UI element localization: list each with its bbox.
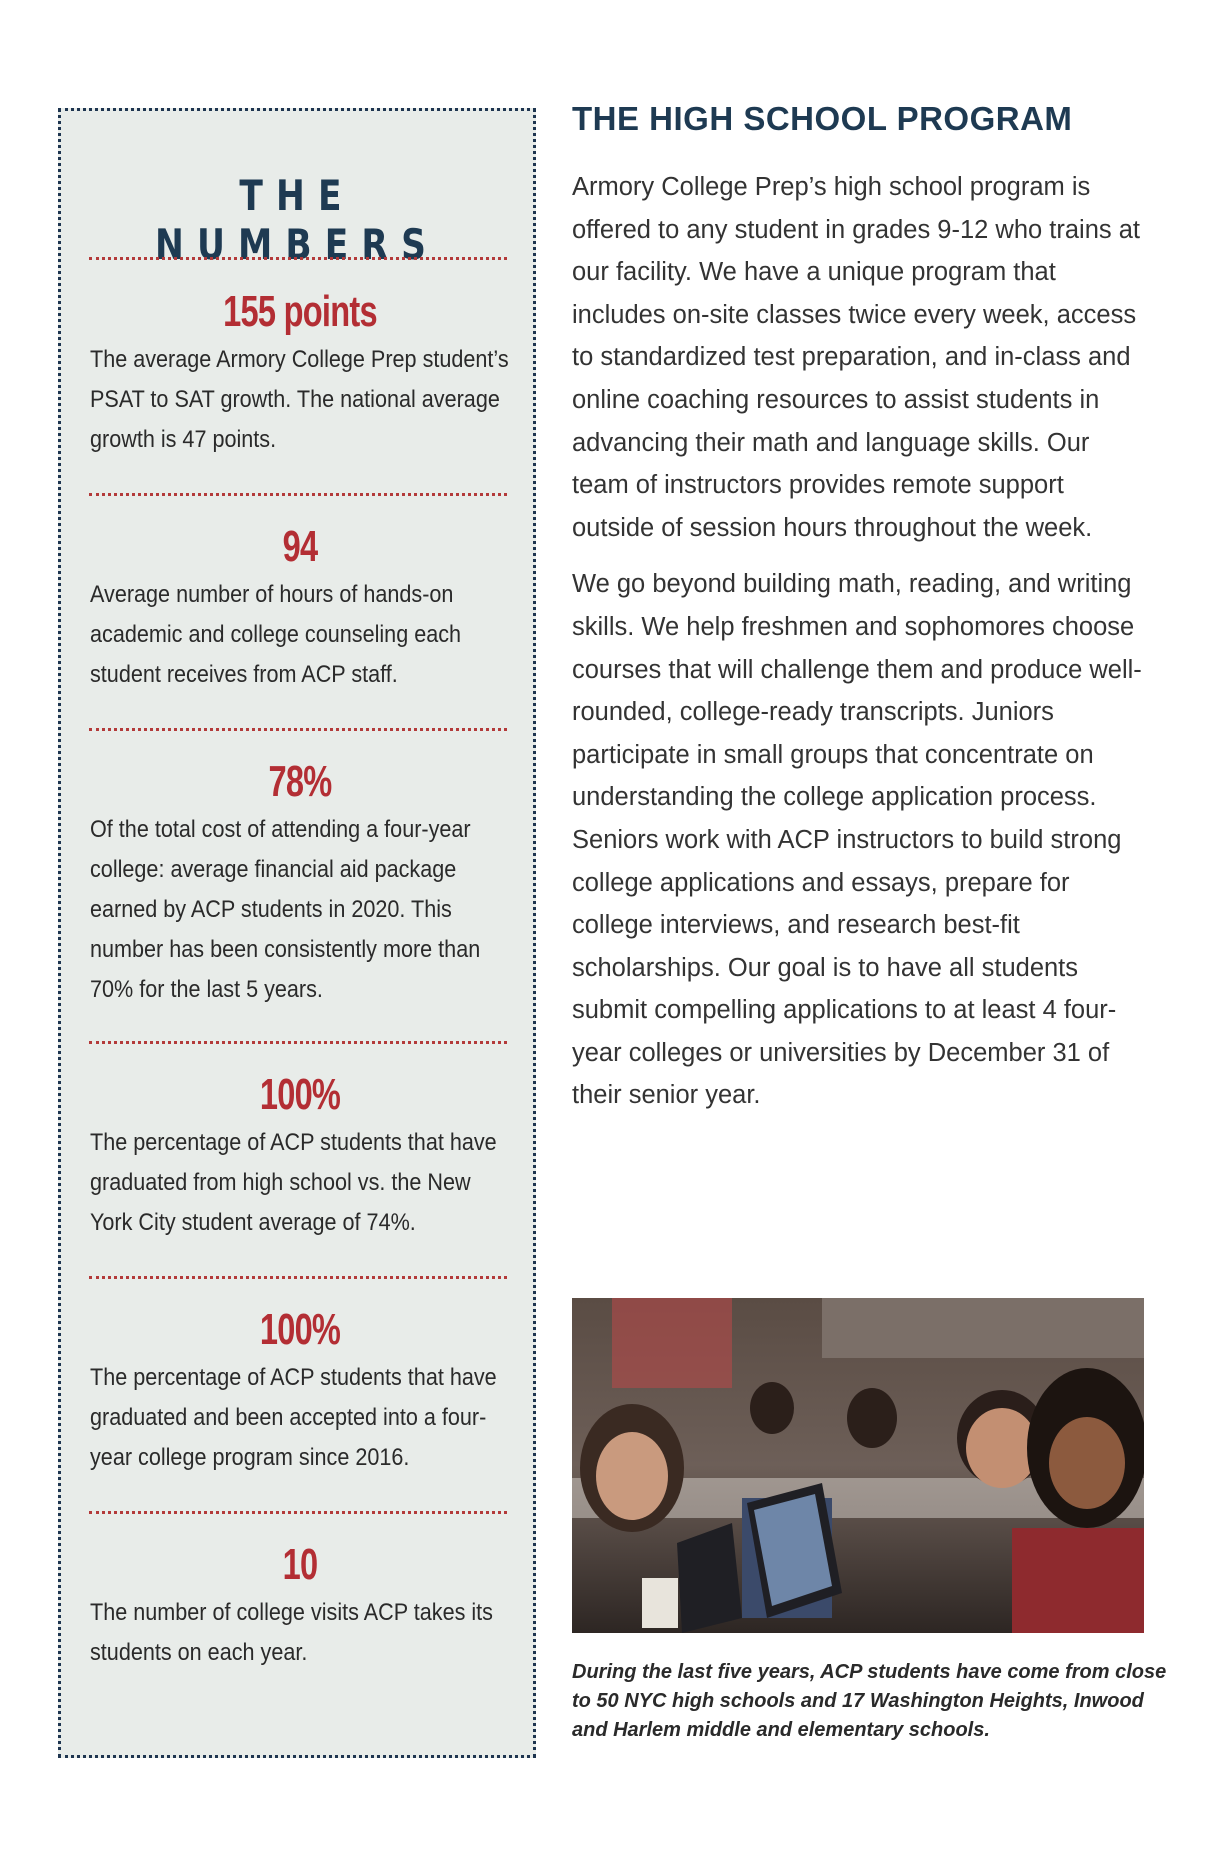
stat-value: 94: [282, 522, 318, 571]
divider: [89, 1276, 507, 1279]
students-photo: [572, 1298, 1144, 1633]
stat-value: 78%: [268, 757, 332, 806]
divider: [89, 1511, 507, 1514]
divider: [89, 1041, 507, 1044]
stat-description: Of the total cost of attending a four-year college: average financial aid package earned by ACP students in 2020. This number has been consistently more than 70% for the last 5 years.: [90, 816, 481, 1003]
stat-item: [90, 1069, 510, 1243]
photo-caption: During the last five years, ACP students have come from close to 50 NYC high schools and 17 Washington Heights, Inwood and Harlem middle and elementary schools.: [572, 1661, 1167, 1741]
stat-value: 155 points: [223, 287, 377, 336]
stat-description: The average Armory College Prep student’s PSAT to SAT growth. The national average growth is 47 points.: [90, 346, 509, 453]
stat-value: 100%: [259, 1070, 341, 1119]
stat-item: [90, 1304, 510, 1478]
numbers-title: THE NUMBERS: [154, 171, 440, 269]
stat-description: The percentage of ACP students that have graduated and been accepted into a four-year college program since 2016.: [90, 1364, 497, 1471]
stat-item: [90, 521, 510, 695]
stat-value: 100%: [259, 1305, 341, 1354]
stat-description: The number of college visits ACP takes its students on each year.: [90, 1599, 493, 1666]
stat-value: 10: [282, 1540, 318, 1589]
stat-item: [90, 1539, 510, 1673]
program-section: [572, 100, 1152, 1117]
stat-description: The percentage of ACP students that have graduated from high school vs. the New York City student average of 74%.: [90, 1129, 497, 1236]
stat-item: [90, 286, 510, 460]
program-paragraph: Armory College Prep’s high school program is offered to any student in grades 9-12 who trains at our facility. We have a unique program that includes on-site classes twice every week, access to standardized test preparation, and in-class and online coaching resources to assist students in advancing their math and language skills. Our team of instructors provides remote support outside of session hours throughout the week.: [572, 173, 1140, 542]
divider: [89, 728, 507, 731]
the-numbers-panel: [58, 108, 536, 1758]
stat-item: [90, 756, 510, 1010]
program-paragraph: We go beyond building math, reading, and writing skills. We help freshmen and sophomores choose courses that will challenge them and produce well-rounded, college-ready transcripts. Juniors participate in small groups that concentrate on understanding the college application process. Seniors work with ACP instructors to build strong college applications and essays, prepare for college interviews, and research best-fit scholarships. Our goal is to have all students submit compelling applications to at least 4 four-year colleges or universities by December 31 of their senior year.: [572, 570, 1142, 1110]
stat-description: Average number of hours of hands-on academic and college counseling each student receives from ACP staff.: [90, 581, 462, 688]
divider: [89, 493, 507, 496]
divider: [89, 257, 507, 260]
section-title: THE HIGH SCHOOL PROGRAM: [572, 100, 1073, 137]
